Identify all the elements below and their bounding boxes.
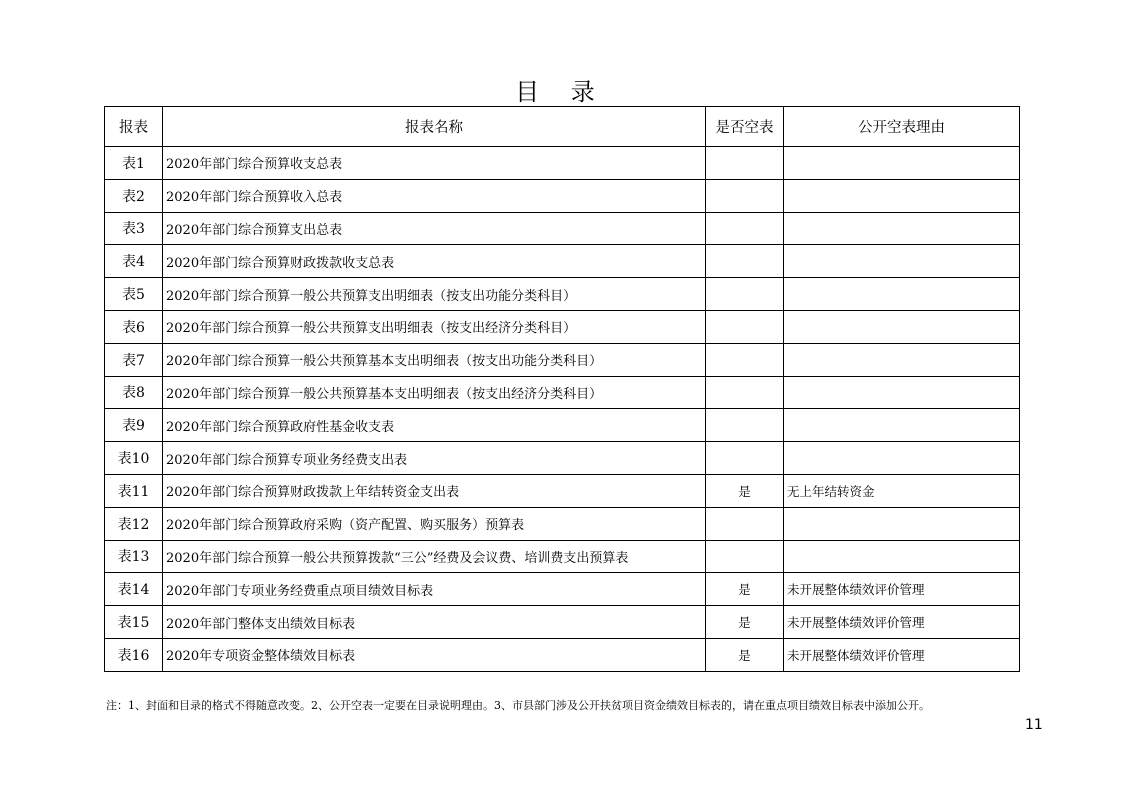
table-row [105,212,1020,245]
row-id: 表5 [105,278,163,311]
row-name: 2020年部门综合预算政府采购（资产配置、购买服务）预算表 [163,507,706,540]
row-id: 表8 [105,376,163,409]
header-name: 报表名称 [163,107,706,147]
row-reason: 未开展整体绩效评价管理 [784,606,1020,639]
table-row [105,474,1020,507]
row-is-empty [706,245,784,278]
header-id: 报表 [105,107,163,147]
row-reason [784,245,1020,278]
row-id: 表15 [105,606,163,639]
table-row [105,442,1020,475]
table-row [105,376,1020,409]
row-name: 2020年部门综合预算财政拨款收支总表 [163,245,706,278]
row-id: 表4 [105,245,163,278]
row-reason [784,179,1020,212]
row-is-empty [706,540,784,573]
row-name: 2020年部门综合预算一般公共预算支出明细表（按支出经济分类科目） [163,310,706,343]
header-is-empty: 是否空表 [706,107,784,147]
row-id: 表2 [105,179,163,212]
row-name: 2020年部门综合预算一般公共预算基本支出明细表（按支出功能分类科目） [163,343,706,376]
row-id: 表9 [105,409,163,442]
row-id: 表11 [105,474,163,507]
row-reason [784,540,1020,573]
row-id: 表13 [105,540,163,573]
row-reason [784,442,1020,475]
table-row [105,573,1020,606]
table-row [105,147,1020,180]
table-row [105,278,1020,311]
row-is-empty [706,343,784,376]
row-reason [784,278,1020,311]
row-reason: 未开展整体绩效评价管理 [784,573,1020,606]
row-name: 2020年部门综合预算财政拨款上年结转资金支出表 [163,474,706,507]
row-name: 2020年部门整体支出绩效目标表 [163,606,706,639]
row-name: 2020年部门综合预算专项业务经费支出表 [163,442,706,475]
table-row [105,343,1020,376]
row-name: 2020年部门综合预算一般公共预算拨款“三公”经费及会议费、培训费支出预算表 [163,540,706,573]
table-row [105,540,1020,573]
row-reason [784,409,1020,442]
row-id: 表3 [105,212,163,245]
row-id: 表16 [105,638,163,671]
row-id: 表1 [105,147,163,180]
header-reason: 公开空表理由 [784,107,1020,147]
row-reason: 无上年结转资金 [784,474,1020,507]
row-is-empty [706,147,784,180]
row-is-empty [706,278,784,311]
row-reason [784,376,1020,409]
row-reason [784,212,1020,245]
row-reason [784,310,1020,343]
table-row [105,606,1020,639]
row-id: 表7 [105,343,163,376]
page-title: 目 录 [515,78,607,106]
table-row [105,638,1020,671]
table-row [105,507,1020,540]
footnote: 注：1、封面和目录的格式不得随意改变。2、公开空表一定要在目录说明理由。3、市县部门涉及公开扶贫项目资金绩效目标表的，请在重点项目绩效目标表中添加公开。 [106,699,930,712]
table-row [105,179,1020,212]
row-is-empty: 是 [706,606,784,639]
page-number: 11 [1025,717,1043,733]
row-is-empty [706,179,784,212]
row-name: 2020年部门综合预算一般公共预算基本支出明细表（按支出经济分类科目） [163,376,706,409]
row-name: 2020年专项资金整体绩效目标表 [163,638,706,671]
row-is-empty [706,310,784,343]
row-id: 表10 [105,442,163,475]
row-name: 2020年部门综合预算支出总表 [163,212,706,245]
row-is-empty [706,376,784,409]
table-row [105,245,1020,278]
row-reason [784,343,1020,376]
row-is-empty [706,507,784,540]
row-name: 2020年部门综合预算收支总表 [163,147,706,180]
row-name: 2020年部门综合预算一般公共预算支出明细表（按支出功能分类科目） [163,278,706,311]
row-reason [784,147,1020,180]
table-row [105,409,1020,442]
row-name: 2020年部门专项业务经费重点项目绩效目标表 [163,573,706,606]
row-is-empty: 是 [706,474,784,507]
row-reason: 未开展整体绩效评价管理 [784,638,1020,671]
row-id: 表6 [105,310,163,343]
table-row [105,310,1020,343]
row-is-empty [706,212,784,245]
row-name: 2020年部门综合预算政府性基金收支表 [163,409,706,442]
row-name: 2020年部门综合预算收入总表 [163,179,706,212]
row-is-empty [706,409,784,442]
row-id: 表12 [105,507,163,540]
header-row [105,107,1020,147]
row-reason [784,507,1020,540]
row-is-empty: 是 [706,573,784,606]
row-is-empty [706,442,784,475]
row-id: 表14 [105,573,163,606]
row-is-empty: 是 [706,638,784,671]
table-of-contents [104,106,1020,672]
